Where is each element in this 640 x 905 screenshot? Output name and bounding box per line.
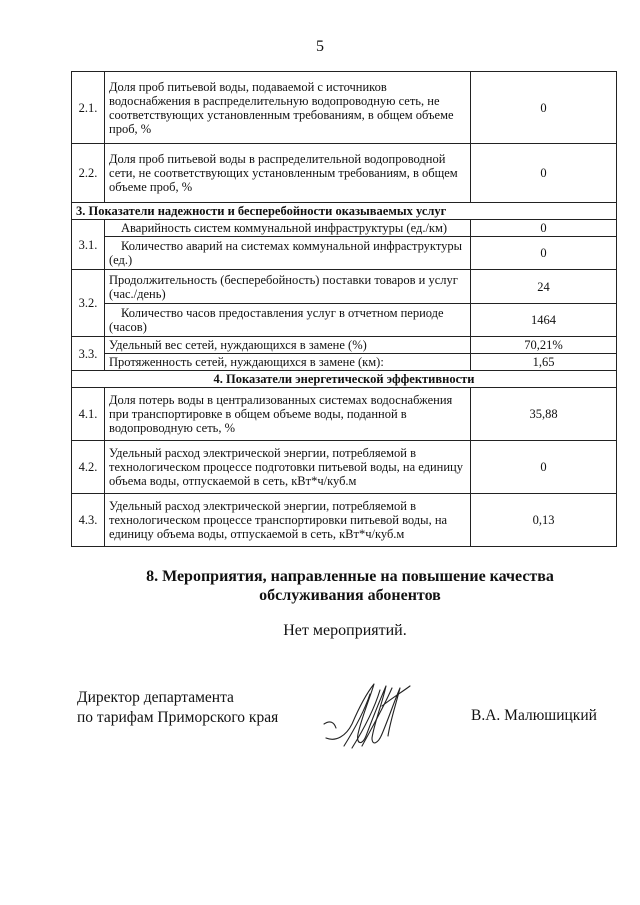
row-description: Доля потерь воды в централизованных системах водоснабжения при транспортировке в общем объеме воды, поданной в водопроводную сеть, % <box>105 388 471 441</box>
table-row <box>72 304 617 337</box>
row-number: 3.1. <box>72 220 105 270</box>
signer-name: В.А. Малюшицкий <box>471 707 597 724</box>
row-value: 0 <box>471 441 617 494</box>
row-number: 2.2. <box>72 144 105 203</box>
row-value: 0 <box>471 144 617 203</box>
row-value: 35,88 <box>471 388 617 441</box>
table-row <box>72 494 617 547</box>
signer-title <box>77 688 278 728</box>
row-description: Продолжительность (бесперебойность) поставки товаров и услуг (час./день) <box>105 270 471 304</box>
signer-title-line: по тарифам Приморского края <box>77 709 279 726</box>
row-number: 4.3. <box>72 494 105 547</box>
section-3-title: 3. Показатели надежности и бесперебойности оказываемых услуг <box>72 203 617 220</box>
table-row <box>72 441 617 494</box>
row-value: 0 <box>471 220 617 237</box>
no-measures-text: Нет мероприятий. <box>283 622 407 639</box>
table-row <box>72 237 617 270</box>
row-description: Количество часов предоставления услуг в отчетном периоде (часов) <box>105 304 471 337</box>
table-row <box>72 337 617 354</box>
row-number: 4.2. <box>72 441 105 494</box>
table-row <box>72 72 617 144</box>
row-description: Количество аварий на системах коммунальной инфраструктуры (ед.) <box>105 237 471 270</box>
row-number: 3.2. <box>72 270 105 337</box>
row-description: Удельный расход электрической энергии, потребляемой в технологическом процессе транспортировки питьевой воды, на единицу объема воды, отпускаемой в сеть, кВт*ч/куб.м <box>105 494 471 547</box>
handwritten-signature <box>322 676 412 756</box>
table-row <box>72 144 617 203</box>
row-value: 1,65 <box>471 354 617 371</box>
heading-line: обслуживания абонентов <box>259 587 441 604</box>
row-value: 1464 <box>471 304 617 337</box>
row-value: 70,21% <box>471 337 617 354</box>
row-number: 2.1. <box>72 72 105 144</box>
row-description: Аварийность систем коммунальной инфраструктуры (ед./км) <box>105 220 471 237</box>
section-8-heading <box>0 567 640 605</box>
row-value: 24 <box>471 270 617 304</box>
row-description: Доля проб питьевой воды в распределительной водопроводной сети, не соответствующих установленным требованиям, в общем объеме проб, % <box>105 144 471 203</box>
row-description: Протяженность сетей, нуждающихся в замене (км): <box>105 354 471 371</box>
signer-title-line: Директор департамента <box>77 689 234 706</box>
row-number: 3.3. <box>72 337 105 371</box>
row-value: 0,13 <box>471 494 617 547</box>
table-row <box>72 220 617 237</box>
section-4-title: 4. Показатели энергетической эффективности <box>72 371 617 388</box>
row-value: 0 <box>471 72 617 144</box>
table-row <box>72 270 617 304</box>
row-description: Доля проб питьевой воды, подаваемой с источников водоснабжения в распределительную водопроводную сеть, не соответствующих установленным требованиям, в общем объеме проб, % <box>105 72 471 144</box>
row-description: Удельный расход электрической энергии, потребляемой в технологическом процессе подготовки питьевой воды, на единицу объема воды, отпускаемой в сеть, кВт*ч/куб.м <box>105 441 471 494</box>
table-row <box>72 354 617 371</box>
page-number: 5 <box>316 38 324 55</box>
row-number: 4.1. <box>72 388 105 441</box>
table-row <box>72 388 617 441</box>
heading-line: 8. Мероприятия, направленные на повышение качества <box>146 568 554 585</box>
section-row <box>72 203 617 220</box>
section-row <box>72 371 617 388</box>
indicators-table <box>71 71 617 547</box>
row-description: Удельный вес сетей, нуждающихся в замене (%) <box>105 337 471 354</box>
row-value: 0 <box>471 237 617 270</box>
